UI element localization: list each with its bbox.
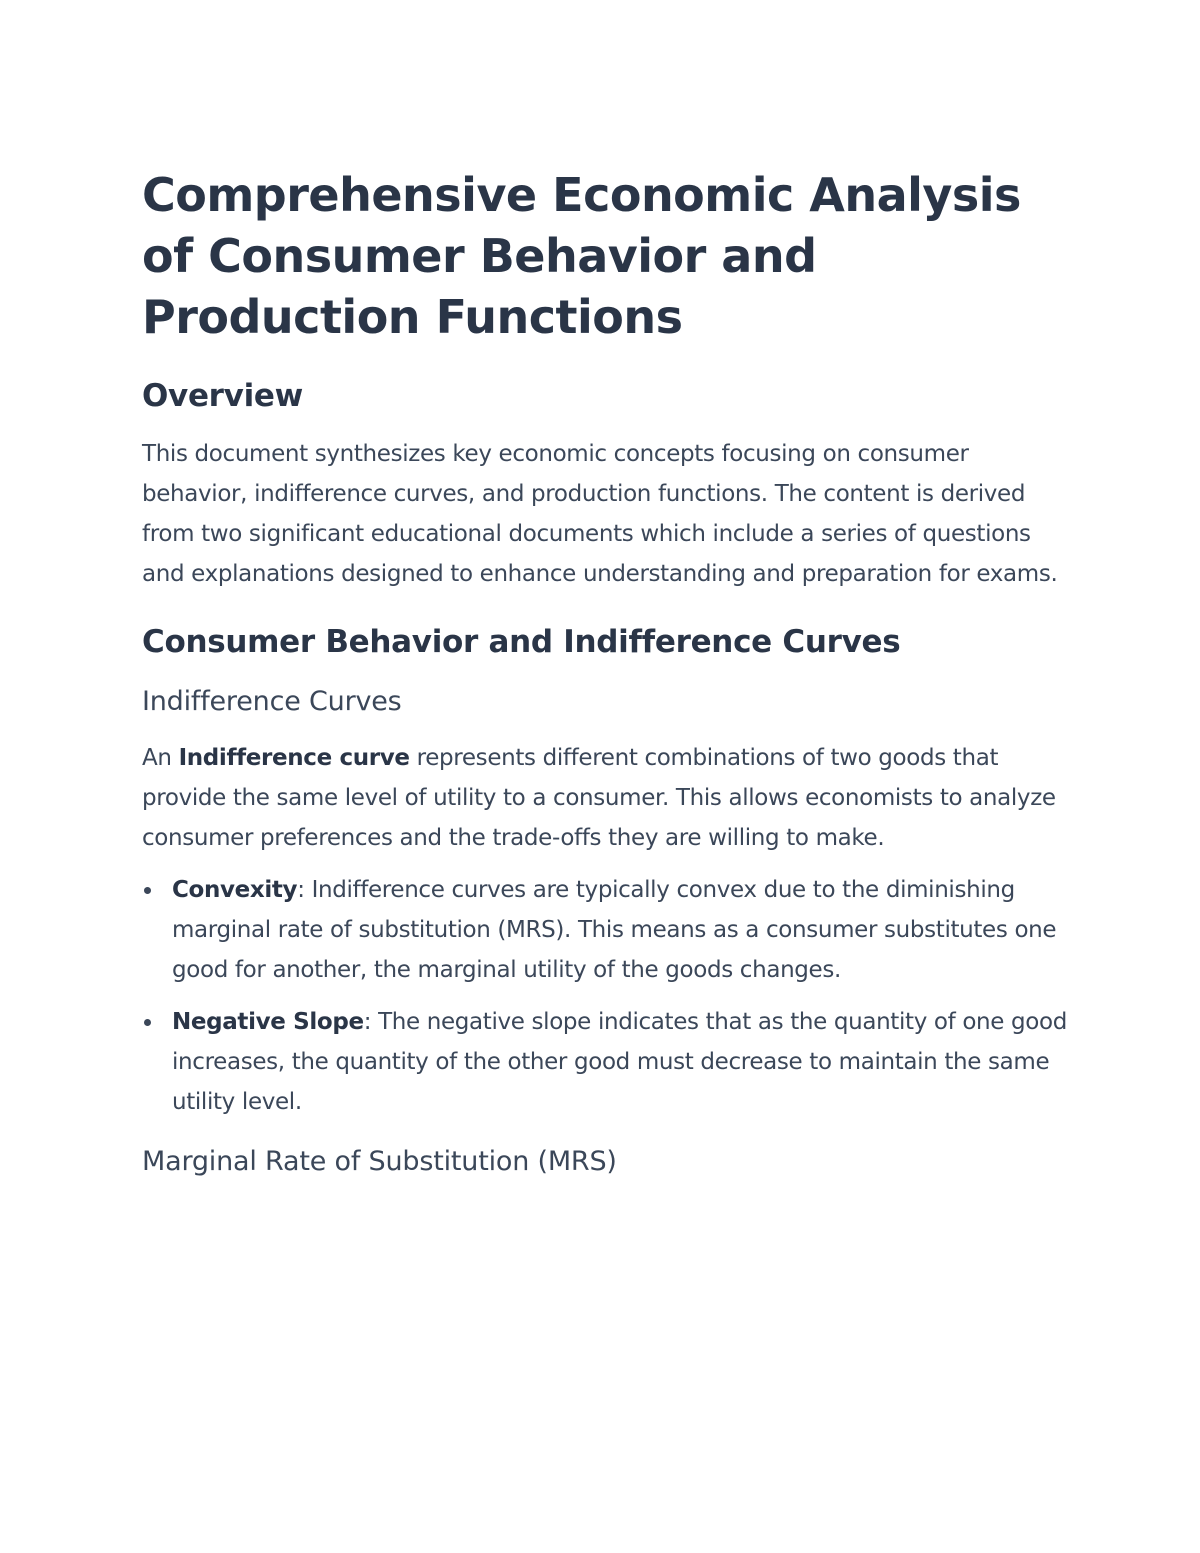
document-page [142, 165, 1072, 1180]
document-title: Comprehensive Economic Analysis of Consumer Behavior and Production Functions [142, 168, 1021, 344]
indifference-para-prefix: An [142, 745, 179, 771]
consumer-behavior-heading: Consumer Behavior and Indifference Curves [142, 624, 901, 660]
bullet-description: : Indifference curves are typically convex due to the diminishing marginal rate of substitution (MRS). This means as a consumer substitutes one good for another, the marginal utility of the goods changes. [172, 877, 1057, 983]
indifference-paragraph [142, 738, 1072, 858]
overview-heading: Overview [142, 378, 303, 414]
bullet-negative-slope [142, 1002, 1072, 1122]
bullet-text [172, 877, 1056, 983]
indifference-para-rest: represents different combinations of two goods that provide the same level of utility to a consumer. This allows economists to analyze consumer preferences and the trade-offs they are willing to make. [142, 745, 1056, 851]
bullet-term: Convexity [172, 877, 298, 903]
bullet-dot-icon [144, 1019, 151, 1026]
bullet-text [172, 1009, 1067, 1115]
overview-paragraph: This document synthesizes key economic concepts focusing on consumer behavior, indifference curves, and production functions. The content is derived from two significant educational documents which include a series of questions and explanations designed to enhance understanding and preparation for exams. [142, 441, 1058, 587]
indifference-curve-term: Indifference curve [178, 745, 410, 771]
bullet-description: : The negative slope indicates that as the quantity of one good increases, the quantity of the other good must decrease to maintain the same utility level. [172, 1009, 1067, 1115]
mrs-heading: Marginal Rate of Substitution (MRS) [142, 1146, 617, 1177]
bullet-convexity [142, 870, 1072, 990]
bullet-term: Negative Slope [172, 1009, 364, 1035]
bullet-dot-icon [144, 887, 151, 894]
indifference-curves-heading: Indifference Curves [142, 686, 402, 717]
indifference-bullet-list [142, 870, 1072, 1122]
